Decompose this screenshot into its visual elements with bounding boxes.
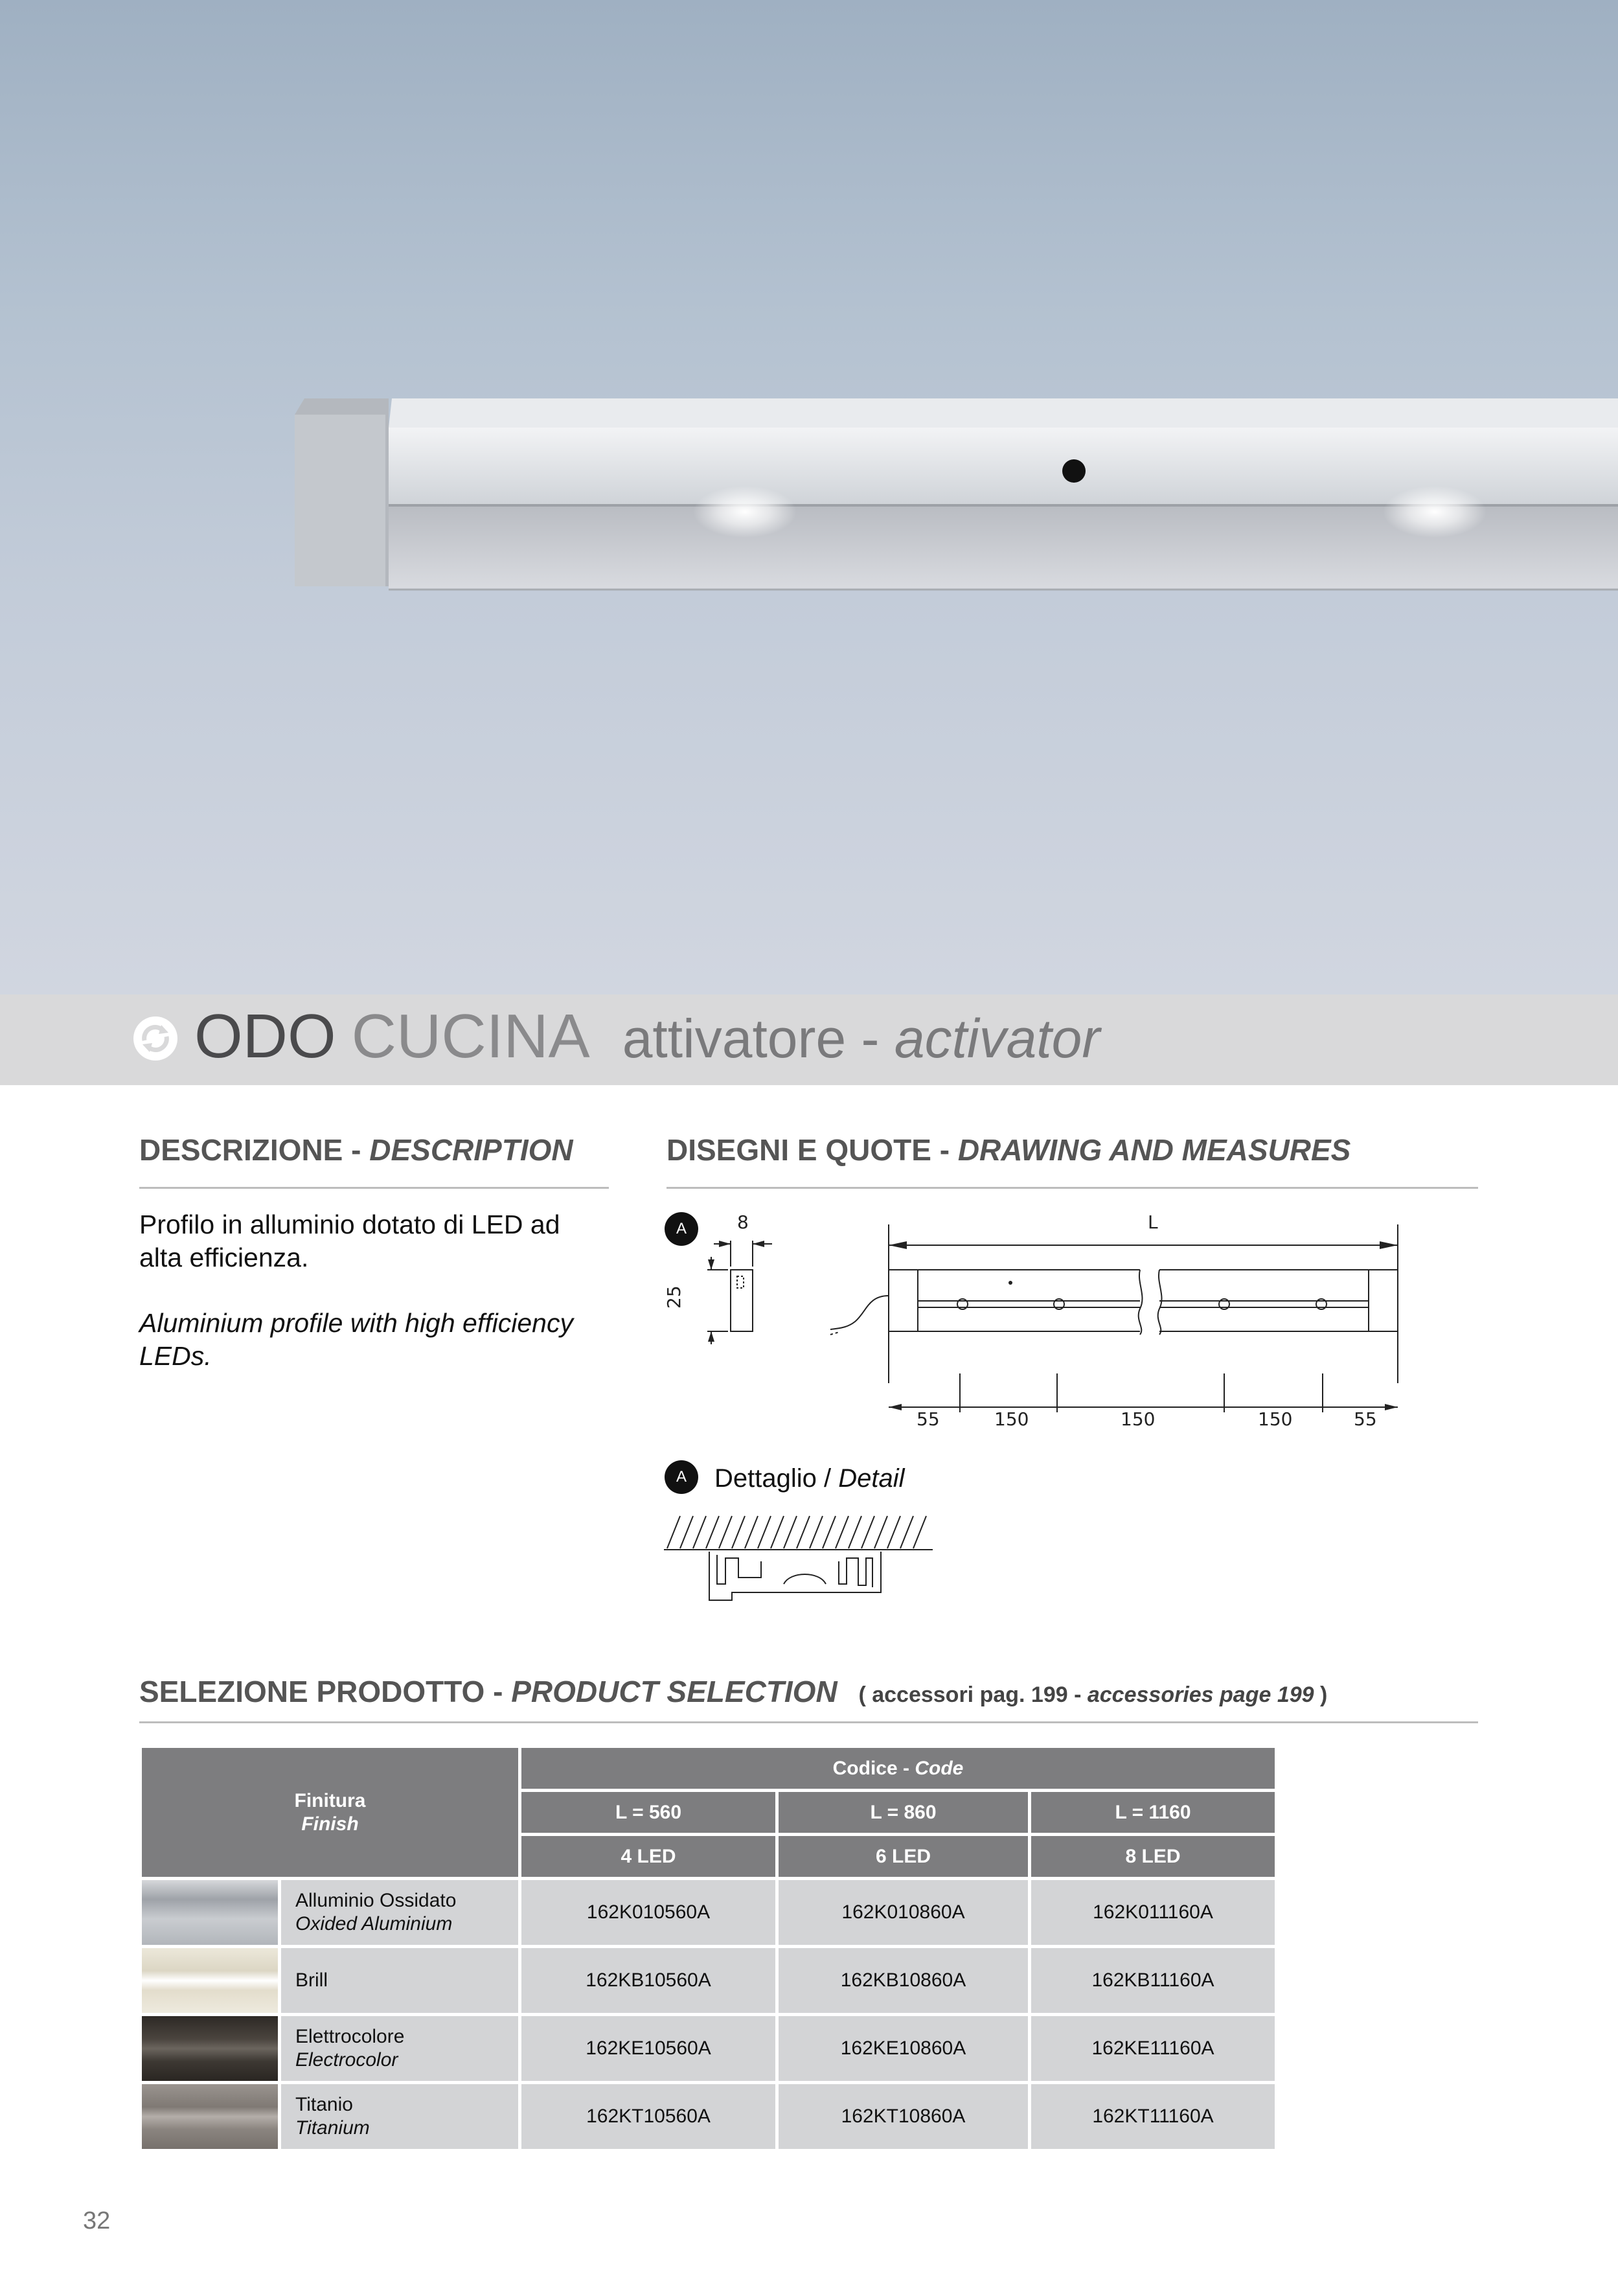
detail-label: Dettaglio / Detail <box>714 1464 905 1493</box>
product-code: 162KT10560A <box>521 2084 775 2149</box>
dim-bottom: 55 <box>1354 1408 1377 1430</box>
product-table <box>139 1745 1278 2152</box>
detail-badge: A <box>665 1460 698 1494</box>
table-row <box>142 2084 1275 2149</box>
product-code: 162KB10560A <box>521 1948 775 2013</box>
detail-section-drawing <box>664 1513 936 1616</box>
dim-length: L <box>1148 1211 1158 1233</box>
finish-header: Finitura Finish <box>142 1748 518 1877</box>
length-header: L = 860 <box>779 1792 1028 1833</box>
sensor-hole <box>1062 459 1086 483</box>
product-code: 162K010560A <box>521 1880 775 1945</box>
product-subtitle: attivatore - activator <box>622 1008 1100 1069</box>
dim-height: 25 <box>663 1285 685 1309</box>
product-code: 162K011160A <box>1031 1880 1275 1945</box>
table-row <box>142 2016 1275 2081</box>
accessories-note: ( accessori pag. 199 - accessories page 199 ) <box>858 1682 1328 1707</box>
dim-bottom: 55 <box>917 1408 940 1430</box>
product-code: 162KE10860A <box>779 2016 1028 2081</box>
led-header: 4 LED <box>521 1836 775 1877</box>
product-code: 162KT11160A <box>1031 2084 1275 2149</box>
finish-name: Brill <box>281 1948 518 2013</box>
finish-swatch <box>142 2016 278 2081</box>
led-profile-illustration <box>0 0 1618 994</box>
product-code: 162KB10860A <box>779 1948 1028 2013</box>
divider <box>139 1721 1478 1723</box>
description-en: Aluminium profile with high efficiency LEDs. <box>139 1308 573 1371</box>
led-header: 6 LED <box>779 1836 1028 1877</box>
finish-name: Alluminio Ossidato Oxided Aluminium <box>281 1880 518 1945</box>
dim-width: 8 <box>737 1211 749 1233</box>
odo-logo-icon <box>133 1016 178 1061</box>
product-code: 162KB11160A <box>1031 1948 1275 2013</box>
finish-swatch <box>142 1880 278 1945</box>
product-code: 162KT10860A <box>779 2084 1028 2149</box>
finish-name: Elettrocolore Electrocolor <box>281 2016 518 2081</box>
finish-name: Titanio Titanium <box>281 2084 518 2149</box>
drawing-heading: DISEGNI E QUOTE - DRAWING AND MEASURES <box>667 1133 1351 1167</box>
product-photo <box>0 0 1618 994</box>
finish-swatch <box>142 1948 278 2013</box>
led-header: 8 LED <box>1031 1836 1275 1877</box>
led-light <box>1383 486 1487 538</box>
divider <box>667 1187 1478 1189</box>
technical-drawing <box>661 1205 1438 1438</box>
description-it: Profilo in alluminio dotato di LED ad alta efficienza. <box>139 1210 560 1272</box>
table-row <box>142 1880 1275 1945</box>
selection-heading: SELEZIONE PRODOTTO - PRODUCT SELECTION ( accessori pag. 199 - accessories page 199 ) <box>139 1675 1328 1708</box>
page-number: 32 <box>83 2207 111 2234</box>
code-header: Codice - Code <box>521 1748 1275 1789</box>
description-heading: DESCRIZIONE - DESCRIPTION <box>139 1133 573 1167</box>
description-text <box>139 1208 606 1405</box>
product-code: 162K010860A <box>779 1880 1028 1945</box>
product-code: 162KE10560A <box>521 2016 775 2081</box>
product-name: CUCINA <box>351 1002 590 1071</box>
table-row <box>142 1948 1275 2013</box>
product-code: 162KE11160A <box>1031 2016 1275 2081</box>
dim-bottom: 150 <box>1121 1408 1156 1430</box>
dim-bottom: 150 <box>1258 1408 1293 1430</box>
finish-swatch <box>142 2084 278 2149</box>
detail-badge: A <box>665 1212 698 1246</box>
length-header: L = 560 <box>521 1792 775 1833</box>
led-light <box>693 486 797 538</box>
dim-bottom: 150 <box>994 1408 1029 1430</box>
page-title <box>194 1001 1100 1079</box>
divider <box>139 1187 609 1189</box>
brand-name: ODO <box>194 1002 336 1071</box>
length-header: L = 1160 <box>1031 1792 1275 1833</box>
